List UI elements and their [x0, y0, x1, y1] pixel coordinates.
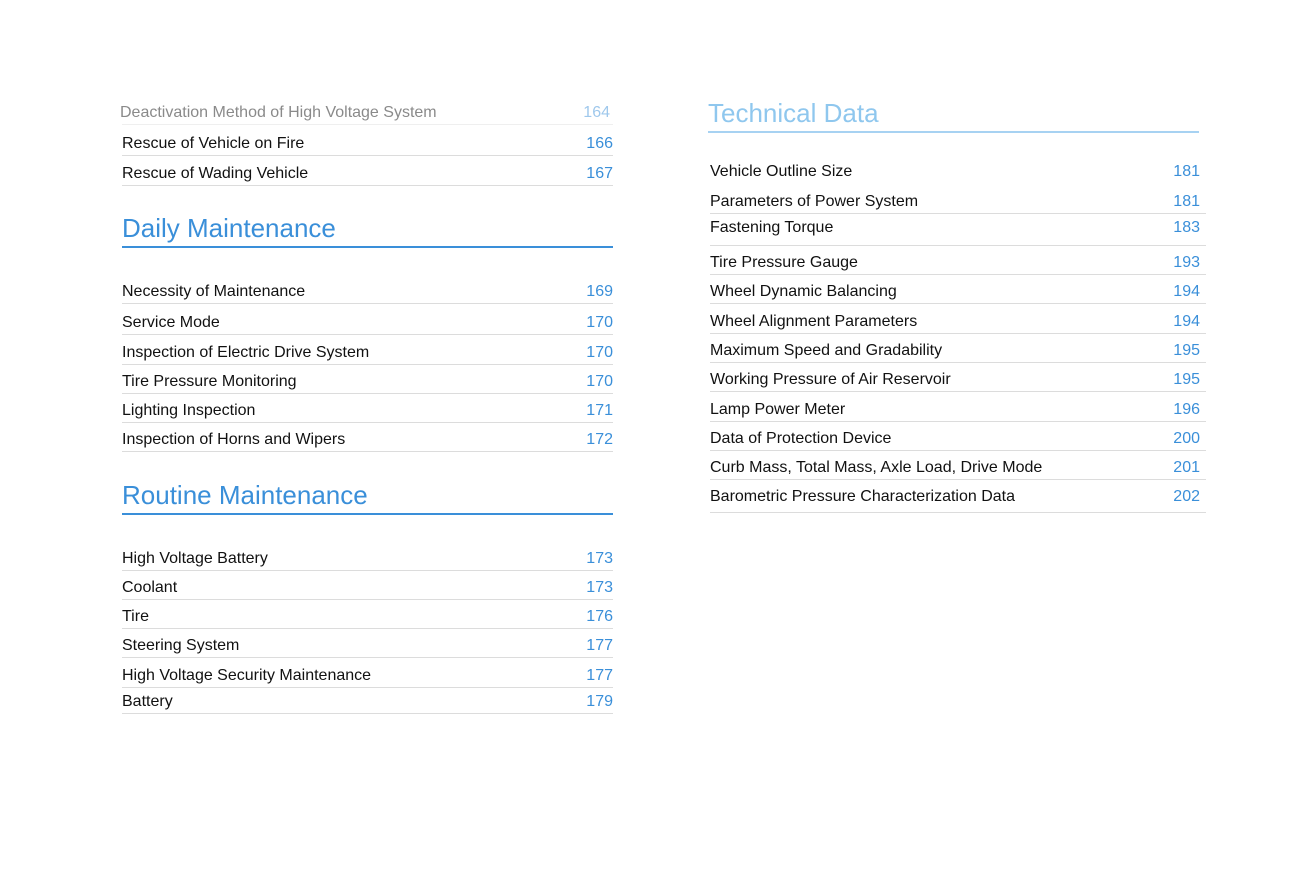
toc-entry-page: 176: [586, 608, 613, 625]
toc-entry-page: 196: [1173, 401, 1200, 418]
toc-entry[interactable]: [122, 392, 613, 423]
toc-entry-label: Maximum Speed and Gradability: [710, 342, 943, 359]
toc-entry-page: 164: [583, 104, 610, 121]
toc-entry[interactable]: [122, 304, 613, 335]
section-title: Routine Maintenance: [122, 480, 368, 510]
toc-entry[interactable]: [122, 686, 613, 714]
toc-entry[interactable]: [122, 540, 613, 571]
toc-entry-page: 202: [1173, 488, 1200, 505]
toc-entry-label: Vehicle Outline Size: [710, 163, 853, 180]
toc-entry[interactable]: [710, 215, 1206, 246]
toc-entry-page: 166: [586, 135, 613, 152]
toc-entry-label: Parameters of Power System: [710, 193, 919, 210]
section-heading-daily-maintenance: [122, 206, 613, 248]
toc-entry-page: 193: [1173, 254, 1200, 271]
toc-entry-label: Necessity of Maintenance: [122, 283, 306, 300]
toc-entry[interactable]: [710, 451, 1206, 480]
toc-entry-page: 195: [1173, 342, 1200, 359]
toc-entry-page: 173: [586, 550, 613, 567]
toc-entry-label: Rescue of Vehicle on Fire: [122, 135, 305, 152]
toc-entry[interactable]: [710, 480, 1206, 513]
toc-entry-page: 172: [586, 431, 613, 448]
toc-entry[interactable]: [122, 155, 613, 186]
toc-entry[interactable]: [122, 363, 613, 394]
toc-entry[interactable]: [122, 334, 613, 365]
toc-entry[interactable]: [710, 363, 1206, 392]
toc-entry-label: Working Pressure of Air Reservoir: [710, 371, 951, 388]
toc-entry-label: Service Mode: [122, 314, 220, 331]
toc-entry-label: High Voltage Security Maintenance: [122, 667, 372, 684]
toc-entry[interactable]: [710, 304, 1206, 334]
toc-entry-page: 194: [1173, 283, 1200, 300]
toc-entry[interactable]: [710, 422, 1206, 451]
toc-entry-page: 181: [1173, 163, 1200, 180]
toc-entry[interactable]: [710, 334, 1206, 363]
toc-entry-label: Lamp Power Meter: [710, 401, 846, 418]
toc-entry-page: 181: [1173, 193, 1200, 210]
toc-entry[interactable]: [710, 275, 1206, 304]
toc-entry-label: Tire Pressure Monitoring: [122, 373, 297, 390]
toc-entry-label: Deactivation Method of High Voltage System: [120, 104, 437, 121]
toc-entry-page: 177: [586, 667, 613, 684]
section-title: Technical Data: [708, 98, 879, 128]
toc-entry[interactable]: [122, 657, 613, 688]
toc-entry-label: Tire Pressure Gauge: [710, 254, 858, 271]
toc-entry-page: 171: [586, 402, 613, 419]
toc-entry-page: 200: [1173, 430, 1200, 447]
toc-entry-label: Steering System: [122, 637, 240, 654]
toc-entry-label: High Voltage Battery: [122, 550, 268, 567]
toc-entry-page: 173: [586, 579, 613, 596]
toc-entry-label: Curb Mass, Total Mass, Axle Load, Drive Mode: [710, 459, 1043, 476]
toc-entry-page: 179: [586, 693, 613, 710]
toc-entry[interactable]: [710, 392, 1206, 422]
toc-entry-page: 167: [586, 165, 613, 182]
toc-entry-label: Wheel Alignment Parameters: [710, 313, 918, 330]
toc-entry-label: Inspection of Horns and Wipers: [122, 431, 346, 448]
toc-entry-page: 170: [586, 373, 613, 390]
toc-entry-page: 201: [1173, 459, 1200, 476]
toc-entry-page: 177: [586, 637, 613, 654]
toc-entry[interactable]: [122, 627, 613, 658]
toc-entry[interactable]: [122, 421, 613, 452]
toc-entry-label: Rescue of Wading Vehicle: [122, 165, 309, 182]
toc-entry-label: Fastening Torque: [710, 219, 834, 236]
toc-entry-page: 170: [586, 314, 613, 331]
toc-entry-label: Tire: [122, 608, 149, 625]
toc-entry[interactable]: [710, 154, 1206, 183]
toc-entry-page: 170: [586, 344, 613, 361]
toc-entry[interactable]: [710, 183, 1206, 214]
toc-entry-label: Battery: [122, 693, 173, 710]
toc-entry-page: 194: [1173, 313, 1200, 330]
toc-entry-label: Data of Protection Device: [710, 430, 892, 447]
section-heading-technical-data: [708, 91, 1199, 133]
toc-entry-page: 195: [1173, 371, 1200, 388]
toc-entry-label: Lighting Inspection: [122, 402, 256, 419]
toc-entry-label: Wheel Dynamic Balancing: [710, 283, 897, 300]
toc-entry-label: Inspection of Electric Drive System: [122, 344, 370, 361]
section-heading-routine-maintenance: [122, 473, 613, 515]
toc-entry-label: Barometric Pressure Characterization Data: [710, 488, 1016, 505]
section-title: Daily Maintenance: [122, 213, 336, 243]
toc-entry[interactable]: [122, 569, 613, 600]
toc-entry-label: Coolant: [122, 579, 178, 596]
toc-entry[interactable]: [710, 245, 1206, 275]
toc-entry-page: 183: [1173, 219, 1200, 236]
toc-entry[interactable]: [122, 125, 613, 156]
toc-entry-page: 169: [586, 283, 613, 300]
toc-entry[interactable]: [122, 598, 613, 629]
toc-entry[interactable]: [122, 273, 613, 304]
toc-entry[interactable]: [122, 96, 613, 125]
